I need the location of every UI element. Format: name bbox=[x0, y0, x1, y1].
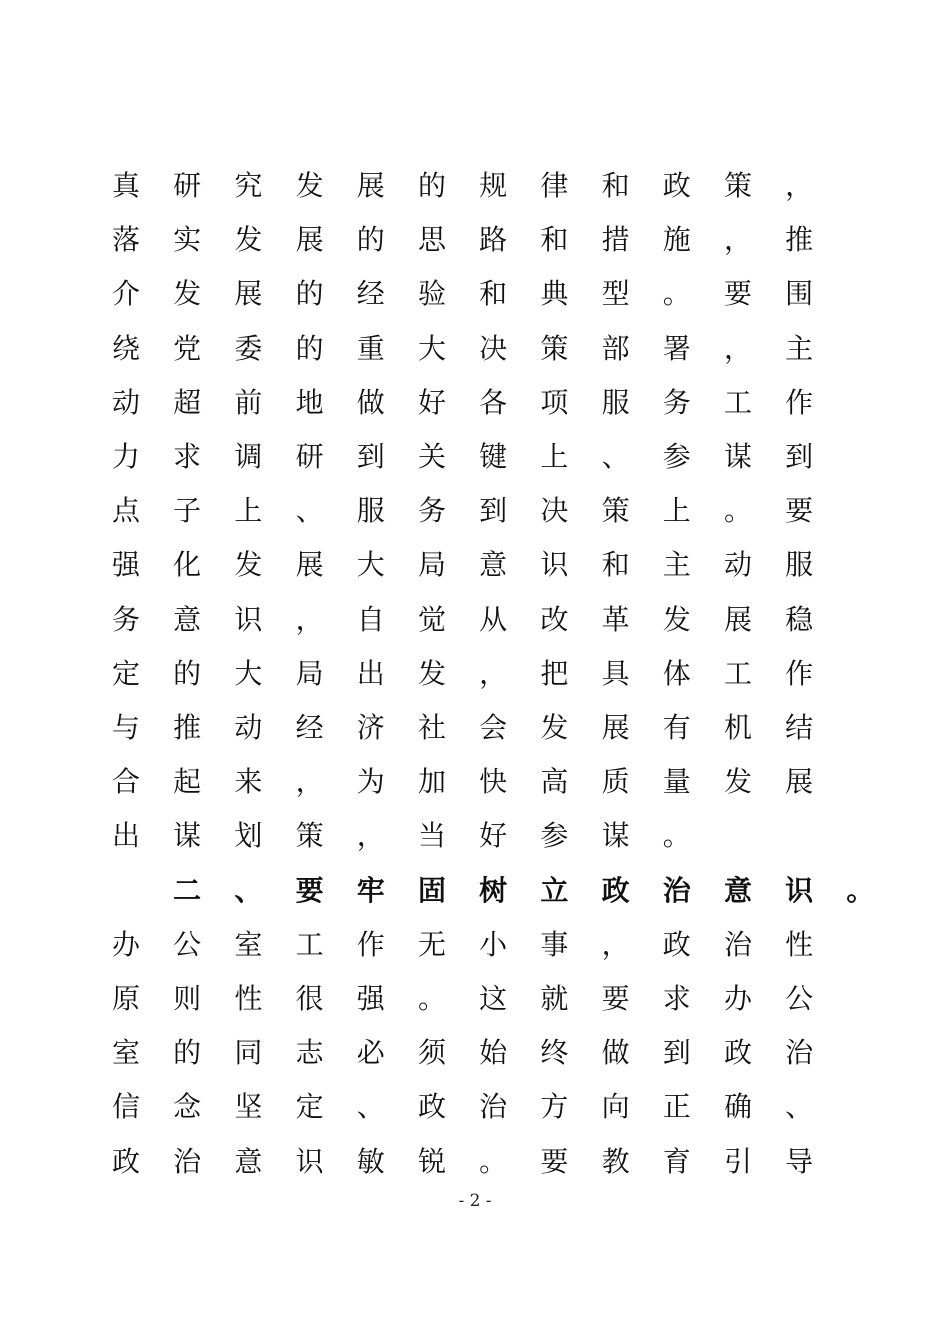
text-char: 施 bbox=[662, 223, 691, 257]
text-char: 确 bbox=[723, 1090, 752, 1124]
text-char: 始 bbox=[479, 1036, 508, 1070]
text-char: 。 bbox=[662, 277, 691, 311]
text-char: 思 bbox=[417, 223, 446, 257]
text-char: 来 bbox=[234, 765, 263, 799]
text-char: 动 bbox=[723, 548, 752, 582]
text-line bbox=[0, 545, 950, 585]
text-char: 强 bbox=[111, 548, 140, 582]
text-char: 键 bbox=[479, 440, 508, 473]
text-char: 的 bbox=[356, 223, 385, 257]
text-char: 策 bbox=[295, 819, 324, 853]
text-char: 意 bbox=[173, 602, 202, 636]
text-line bbox=[0, 383, 950, 423]
text-char: 固 bbox=[417, 873, 446, 907]
text-char: 治 bbox=[785, 1036, 814, 1070]
text-char: ， bbox=[295, 602, 324, 636]
text-char: 改 bbox=[540, 602, 569, 636]
text-line bbox=[0, 979, 950, 1019]
text-char: 的 bbox=[417, 169, 446, 202]
text-line bbox=[0, 166, 950, 206]
text-char: 服 bbox=[356, 494, 385, 528]
text-char: 工 bbox=[295, 927, 324, 961]
text-char: 实 bbox=[173, 223, 202, 257]
text-char: 研 bbox=[295, 440, 324, 473]
text-char: 好 bbox=[479, 819, 508, 853]
text-char: 则 bbox=[173, 982, 202, 1015]
text-char: 真 bbox=[111, 169, 140, 202]
text-char: 上 bbox=[234, 494, 263, 528]
text-char: 育 bbox=[662, 1144, 691, 1178]
text-char: 各 bbox=[479, 385, 508, 419]
text-char: 务 bbox=[662, 385, 691, 419]
text-char: 二 bbox=[173, 873, 202, 907]
text-char: 意 bbox=[479, 548, 508, 582]
text-char: 室 bbox=[234, 927, 263, 961]
text-char: 超 bbox=[173, 385, 202, 419]
text-char: ， bbox=[723, 223, 752, 257]
text-char: 把 bbox=[540, 656, 569, 690]
text-char: 机 bbox=[723, 711, 752, 744]
text-char: 定 bbox=[111, 656, 140, 690]
text-char: 很 bbox=[295, 982, 324, 1015]
text-char: 强 bbox=[356, 982, 385, 1015]
text-char: 发 bbox=[234, 548, 263, 582]
text-char: 推 bbox=[785, 223, 814, 257]
text-char: 策 bbox=[601, 494, 630, 528]
text-char: 和 bbox=[479, 277, 508, 311]
text-char: 党 bbox=[173, 331, 202, 365]
text-char: 为 bbox=[356, 765, 385, 799]
text-char: 措 bbox=[601, 223, 630, 257]
text-char: 定 bbox=[295, 1090, 324, 1124]
text-char: 展 bbox=[356, 169, 385, 202]
text-char: 念 bbox=[173, 1090, 202, 1124]
text-char: 主 bbox=[662, 548, 691, 582]
text-char: 须 bbox=[417, 1036, 446, 1070]
text-char: 性 bbox=[785, 927, 814, 961]
text-char: 原 bbox=[111, 982, 140, 1015]
text-char: 信 bbox=[111, 1090, 140, 1124]
text-char: 点 bbox=[111, 494, 140, 528]
text-char: 到 bbox=[356, 440, 385, 473]
text-char: 做 bbox=[356, 385, 385, 419]
text-char: 路 bbox=[479, 223, 508, 257]
text-char: 公 bbox=[173, 927, 202, 961]
text-char: 展 bbox=[295, 548, 324, 582]
text-char: 向 bbox=[601, 1090, 630, 1124]
text-line bbox=[0, 762, 950, 802]
text-char: 出 bbox=[111, 819, 140, 853]
text-char: 重 bbox=[356, 331, 385, 365]
text-char: 绕 bbox=[111, 331, 140, 365]
page-number: - 2 - bbox=[458, 1191, 492, 1211]
text-line bbox=[0, 654, 950, 694]
text-char: 体 bbox=[662, 656, 691, 690]
text-char: 办 bbox=[111, 927, 140, 961]
text-char: 政 bbox=[417, 1090, 446, 1124]
text-char: 政 bbox=[601, 873, 630, 907]
text-char: 动 bbox=[234, 711, 263, 744]
text-char: 济 bbox=[356, 711, 385, 744]
text-char: 到 bbox=[662, 1036, 691, 1070]
text-char: 与 bbox=[111, 711, 140, 744]
text-char: 觉 bbox=[417, 602, 446, 636]
text-char: 推 bbox=[173, 711, 202, 744]
text-char: 经 bbox=[295, 711, 324, 744]
text-char: 展 bbox=[234, 277, 263, 311]
text-char: 。 bbox=[723, 494, 752, 528]
text-char: 有 bbox=[662, 711, 691, 744]
text-char: 决 bbox=[540, 494, 569, 528]
text-char: 立 bbox=[540, 873, 569, 907]
text-char: 。 bbox=[417, 982, 446, 1015]
text-char: 社 bbox=[417, 711, 446, 744]
text-char: 决 bbox=[479, 331, 508, 365]
text-char: 治 bbox=[479, 1090, 508, 1124]
text-char: 谋 bbox=[173, 819, 202, 853]
text-char: 发 bbox=[295, 169, 324, 202]
text-char: 要 bbox=[785, 494, 814, 528]
text-char: 好 bbox=[417, 385, 446, 419]
text-char: ， bbox=[601, 927, 630, 961]
text-char: 和 bbox=[601, 548, 630, 582]
text-char: 研 bbox=[173, 169, 202, 202]
text-char: 发 bbox=[723, 765, 752, 799]
text-char: 识 bbox=[785, 873, 814, 907]
text-char: 调 bbox=[234, 440, 263, 473]
text-char: 发 bbox=[540, 711, 569, 744]
text-char: 和 bbox=[601, 169, 630, 202]
text-char: 做 bbox=[601, 1036, 630, 1070]
text-char: 当 bbox=[417, 819, 446, 853]
text-char: 就 bbox=[540, 982, 569, 1015]
text-char: 和 bbox=[540, 223, 569, 257]
text-char: 典 bbox=[540, 277, 569, 311]
text-char: 地 bbox=[295, 385, 324, 419]
text-char: ， bbox=[295, 765, 324, 799]
text-char: 究 bbox=[234, 169, 263, 202]
text-char: 树 bbox=[479, 873, 508, 907]
text-char: 关 bbox=[417, 440, 446, 473]
text-char: 求 bbox=[173, 440, 202, 473]
text-char: 经 bbox=[356, 277, 385, 311]
text-char: 律 bbox=[540, 169, 569, 202]
text-char: 发 bbox=[173, 277, 202, 311]
text-char: 要 bbox=[723, 277, 752, 311]
text-line bbox=[0, 708, 950, 748]
text-char: 作 bbox=[785, 656, 814, 690]
text-line bbox=[0, 220, 950, 260]
text-char: 展 bbox=[601, 711, 630, 744]
text-char: 主 bbox=[785, 331, 814, 365]
text-char: 工 bbox=[723, 656, 752, 690]
text-char: 到 bbox=[785, 440, 814, 473]
text-char: 上 bbox=[540, 440, 569, 473]
text-char: 的 bbox=[295, 277, 324, 311]
text-line bbox=[0, 437, 950, 477]
text-char: 引 bbox=[723, 1144, 752, 1178]
text-char: 政 bbox=[662, 169, 691, 202]
text-line bbox=[0, 600, 950, 640]
text-char: 牢 bbox=[356, 873, 385, 907]
text-line bbox=[0, 1142, 950, 1182]
text-char: 室 bbox=[111, 1036, 140, 1070]
text-char: 意 bbox=[723, 873, 752, 907]
text-char: 锐 bbox=[417, 1144, 446, 1178]
text-char: 策 bbox=[540, 331, 569, 365]
text-char: 策 bbox=[723, 169, 752, 202]
text-char: 稳 bbox=[785, 602, 814, 636]
text-char: 公 bbox=[785, 982, 814, 1015]
text-char: 意 bbox=[234, 1144, 263, 1178]
text-char: 大 bbox=[356, 548, 385, 582]
text-char: 起 bbox=[173, 765, 202, 799]
text-char: 到 bbox=[479, 494, 508, 528]
text-char: 正 bbox=[662, 1090, 691, 1124]
text-char: 无 bbox=[417, 927, 446, 961]
text-char: 、 bbox=[356, 1090, 385, 1124]
text-char: 识 bbox=[234, 602, 263, 636]
text-char: 会 bbox=[479, 711, 508, 744]
text-char: 展 bbox=[785, 765, 814, 799]
text-char: 谋 bbox=[601, 819, 630, 853]
text-char: 。 bbox=[846, 873, 875, 907]
text-char: ， bbox=[723, 331, 752, 365]
text-char: 大 bbox=[417, 331, 446, 365]
text-char: 划 bbox=[234, 819, 263, 853]
text-char: 方 bbox=[540, 1090, 569, 1124]
text-char: 治 bbox=[173, 1144, 202, 1178]
text-char: 前 bbox=[234, 385, 263, 419]
text-char: 、 bbox=[234, 873, 263, 907]
text-char: 敏 bbox=[356, 1144, 385, 1178]
text-char: 从 bbox=[479, 602, 508, 636]
text-char: 谋 bbox=[723, 440, 752, 473]
text-char: 作 bbox=[785, 385, 814, 419]
text-char: 性 bbox=[234, 982, 263, 1015]
text-char: 政 bbox=[723, 1036, 752, 1070]
text-char: 围 bbox=[785, 277, 814, 311]
text-char: 展 bbox=[723, 602, 752, 636]
text-char: 局 bbox=[417, 548, 446, 582]
text-char: 型 bbox=[601, 277, 630, 311]
text-char: 识 bbox=[295, 1144, 324, 1178]
text-char: 事 bbox=[540, 927, 569, 961]
text-char: 识 bbox=[540, 548, 569, 582]
text-char: 、 bbox=[785, 1090, 814, 1124]
text-char: 加 bbox=[417, 765, 446, 799]
text-char: 务 bbox=[417, 494, 446, 528]
text-char: 的 bbox=[173, 656, 202, 690]
text-char: 发 bbox=[662, 602, 691, 636]
text-char: 服 bbox=[785, 548, 814, 582]
text-char: 导 bbox=[785, 1144, 814, 1178]
text-char: 出 bbox=[356, 656, 385, 690]
text-char: 合 bbox=[111, 765, 140, 799]
text-char: 结 bbox=[785, 711, 814, 744]
text-char: 办 bbox=[723, 982, 752, 1015]
text-char: 委 bbox=[234, 331, 263, 365]
text-char: 要 bbox=[295, 873, 324, 907]
text-line bbox=[0, 329, 950, 369]
text-char: 上 bbox=[662, 494, 691, 528]
text-char: 要 bbox=[540, 1144, 569, 1178]
text-char: 革 bbox=[601, 602, 630, 636]
text-char: 教 bbox=[601, 1144, 630, 1178]
text-line bbox=[0, 274, 950, 314]
text-char: 自 bbox=[356, 602, 385, 636]
text-char: 必 bbox=[356, 1036, 385, 1070]
text-char: 小 bbox=[479, 927, 508, 961]
section-heading bbox=[0, 871, 950, 911]
text-char: 验 bbox=[417, 277, 446, 311]
text-char: 署 bbox=[662, 331, 691, 365]
text-char: 求 bbox=[662, 982, 691, 1015]
text-char: 部 bbox=[601, 331, 630, 365]
text-char: 工 bbox=[723, 385, 752, 419]
text-char: 的 bbox=[173, 1036, 202, 1070]
text-char: 要 bbox=[601, 982, 630, 1015]
text-line bbox=[0, 1087, 950, 1127]
text-char: 落 bbox=[111, 223, 140, 257]
text-char: 。 bbox=[662, 819, 691, 853]
text-char: 质 bbox=[601, 765, 630, 799]
text-line bbox=[0, 491, 950, 531]
text-char: 发 bbox=[234, 223, 263, 257]
text-line bbox=[0, 925, 950, 965]
text-char: 项 bbox=[540, 385, 569, 419]
text-char: 具 bbox=[601, 656, 630, 690]
text-char: 高 bbox=[540, 765, 569, 799]
text-char: 治 bbox=[662, 873, 691, 907]
text-char: 局 bbox=[295, 656, 324, 690]
text-char: 作 bbox=[356, 927, 385, 961]
text-char: 坚 bbox=[234, 1090, 263, 1124]
text-char: 治 bbox=[723, 927, 752, 961]
text-char: 志 bbox=[295, 1036, 324, 1070]
text-char: 动 bbox=[111, 385, 140, 419]
text-char: ， bbox=[356, 819, 385, 853]
text-char: 的 bbox=[295, 331, 324, 365]
text-char: 终 bbox=[540, 1036, 569, 1070]
text-char: 力 bbox=[111, 440, 140, 473]
text-char: 展 bbox=[295, 223, 324, 257]
text-char: 服 bbox=[601, 385, 630, 419]
text-char: 。 bbox=[479, 1144, 508, 1178]
text-char: 务 bbox=[111, 602, 140, 636]
text-char: 化 bbox=[173, 548, 202, 582]
text-char: 子 bbox=[173, 494, 202, 528]
text-char: 、 bbox=[295, 494, 324, 528]
text-char: 发 bbox=[417, 656, 446, 690]
text-char: 规 bbox=[479, 169, 508, 202]
text-char: 这 bbox=[479, 982, 508, 1015]
text-char: 快 bbox=[479, 765, 508, 799]
text-char: 参 bbox=[540, 819, 569, 853]
text-char: ， bbox=[479, 656, 508, 690]
text-char: 参 bbox=[662, 440, 691, 473]
text-line bbox=[0, 816, 950, 856]
text-char: ， bbox=[785, 169, 814, 202]
text-char: 、 bbox=[601, 440, 630, 473]
text-char: 大 bbox=[234, 656, 263, 690]
text-char: 政 bbox=[111, 1144, 140, 1178]
text-line bbox=[0, 1033, 950, 1073]
text-char: 政 bbox=[662, 927, 691, 961]
text-char: 同 bbox=[234, 1036, 263, 1070]
text-char: 介 bbox=[111, 277, 140, 311]
text-char: 量 bbox=[662, 765, 691, 799]
